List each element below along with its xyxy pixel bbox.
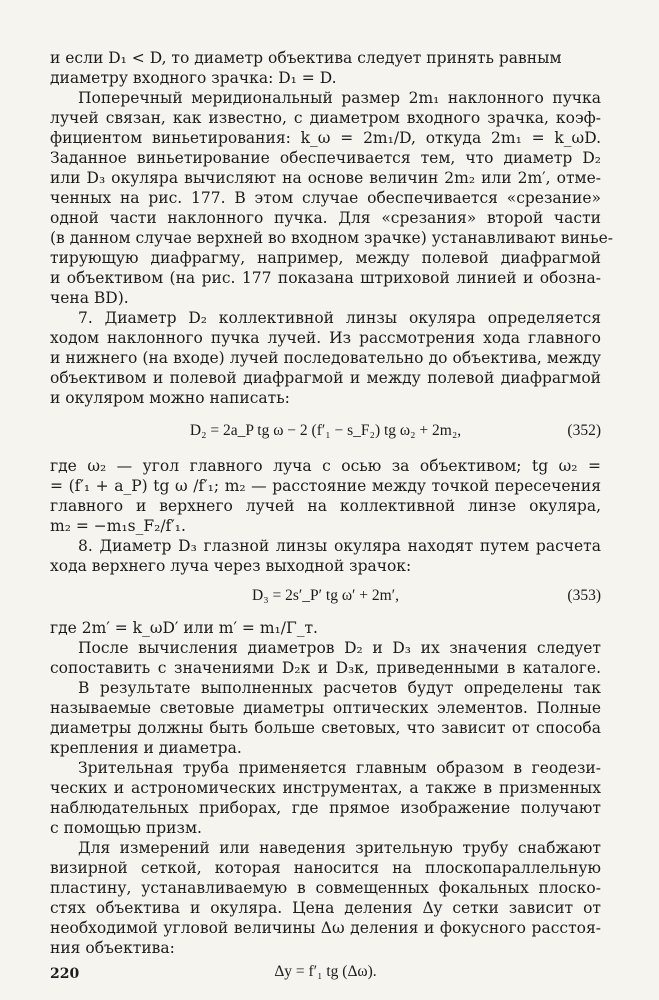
page-number: 220 [50,966,80,982]
text-line: где ω₂ — угол главного луча с осью за объективом; tg ω₂ = [50,457,601,475]
text-line: диаметру входного зрачка: D₁ = D. [50,69,337,87]
text-line: фициентом виньетирования: k_ω = 2m₁/D, откуда 2m₁ = k_ωD. [50,129,601,147]
text-line: наблюдательных приборах, где прямое изображение получают [50,799,601,817]
equation-number: (353) [567,587,601,604]
text-line: сопоставить с значениями D₂к и D₃к, приведенными в каталоге. [50,659,601,677]
equation-expression: D₃ = 2s′_P′ tg ω′ + 2m′, [252,587,399,604]
text-line: ческих и астрономических инструментах, а также в призменных [50,779,601,797]
text-line: одной части наклонного пучка. Для «срезания» второй части [50,209,601,227]
text-line: тирующую диафрагму, например, между полевой диафрагмой [50,249,601,267]
text-line: После вычисления диаметров D₂ и D₃ их значения следует [78,639,601,657]
text-line: и нижнего (на входе) лучей последовательно до объектива, между [50,349,601,367]
text-line: и если D₁ < D, то диаметр объектива следует принять равным [50,49,562,67]
text-line: крепления и диаметра. [50,739,242,757]
text-line: = (f′₁ + a_P) tg ω /f′₁; m₂ — расстояние между точкой пересечения [50,477,601,495]
text-line: или D₃ окуляра вычисляют на основе величин 2m₂ или 2m′, отме- [50,169,601,187]
equation-number: (352) [567,422,601,439]
text-line: называемые световые диаметры оптических элементов. Полные [50,699,601,717]
text-line: 8. Диаметр D₃ глазной линзы окуляра находят путем расчета [78,537,601,555]
text-line: диаметры должны быть больше световых, что зависит от способа [50,719,601,737]
text-line: с помощью призм. [50,819,202,837]
text-line: Зрительная труба применяется главным образом в геодези- [78,759,601,777]
text-line: объективом и полевой диафрагмой и между полевой диафрагмой [50,369,601,387]
text-line: пластину, устанавливаемую в совмещенных фокальных плоско- [50,879,601,897]
text-line: необходимой угловой величины Δω деления и фокусного расстоя- [50,919,601,937]
equation-expression: D₂ = 2a_P tg ω − 2 (f′₁ − s_F₂) tg ω₂ + 2m₂, [189,422,462,439]
text-line: визирной сеткой, которая наносится на плоскопараллельную [50,859,601,877]
text-line: Заданное виньетирование обеспечивается тем, что диаметр D₂ [50,149,601,167]
text-line: 7. Диаметр D₂ коллективной линзы окуляра определяется [78,309,601,327]
text-line: Поперечный меридиональный размер 2m₁ наклонного пучка [78,89,601,107]
text-line: ченных на рис. 177. В этом случае обеспечивается «срезание» [50,189,601,207]
text-line: (в данном случае верхней во входном зрачке) устанавливают винье- [50,229,613,247]
text-line: ходом наклонного пучка лучей. Из рассмотрения хода главного [50,329,601,347]
text-line: В результате выполненных расчетов будут определены так [78,679,601,697]
text-line: хода верхнего луча через выходной зрачок: [50,557,412,575]
text-line: и окуляром можно написать: [50,389,290,407]
text-line: Для измерений или наведения зрительную трубу снабжают [78,839,601,857]
text-line: ния объектива: [50,939,175,957]
text-line: стях объектива и окуляра. Цена деления Δy сетки зависит от [50,899,601,917]
text-line: чена BD). [50,289,129,307]
equation-expression: Δy = f′₁ tg (Δω). [274,963,377,980]
text-line: где 2m′ = k_ωD′ или m′ = m₁/Γ_т. [50,619,318,637]
text-line: m₂ = −m₁s_F₂/f′₁. [50,517,186,535]
text-line: лучей связан, как известно, с диаметром входного зрачка, коэф- [50,109,601,127]
text-line: и объективом (на рис. 177 показана штриховой линией и обозна- [50,269,601,287]
text-line: главного и верхнего лучей на коллективной линзе окуляра, [50,497,601,515]
